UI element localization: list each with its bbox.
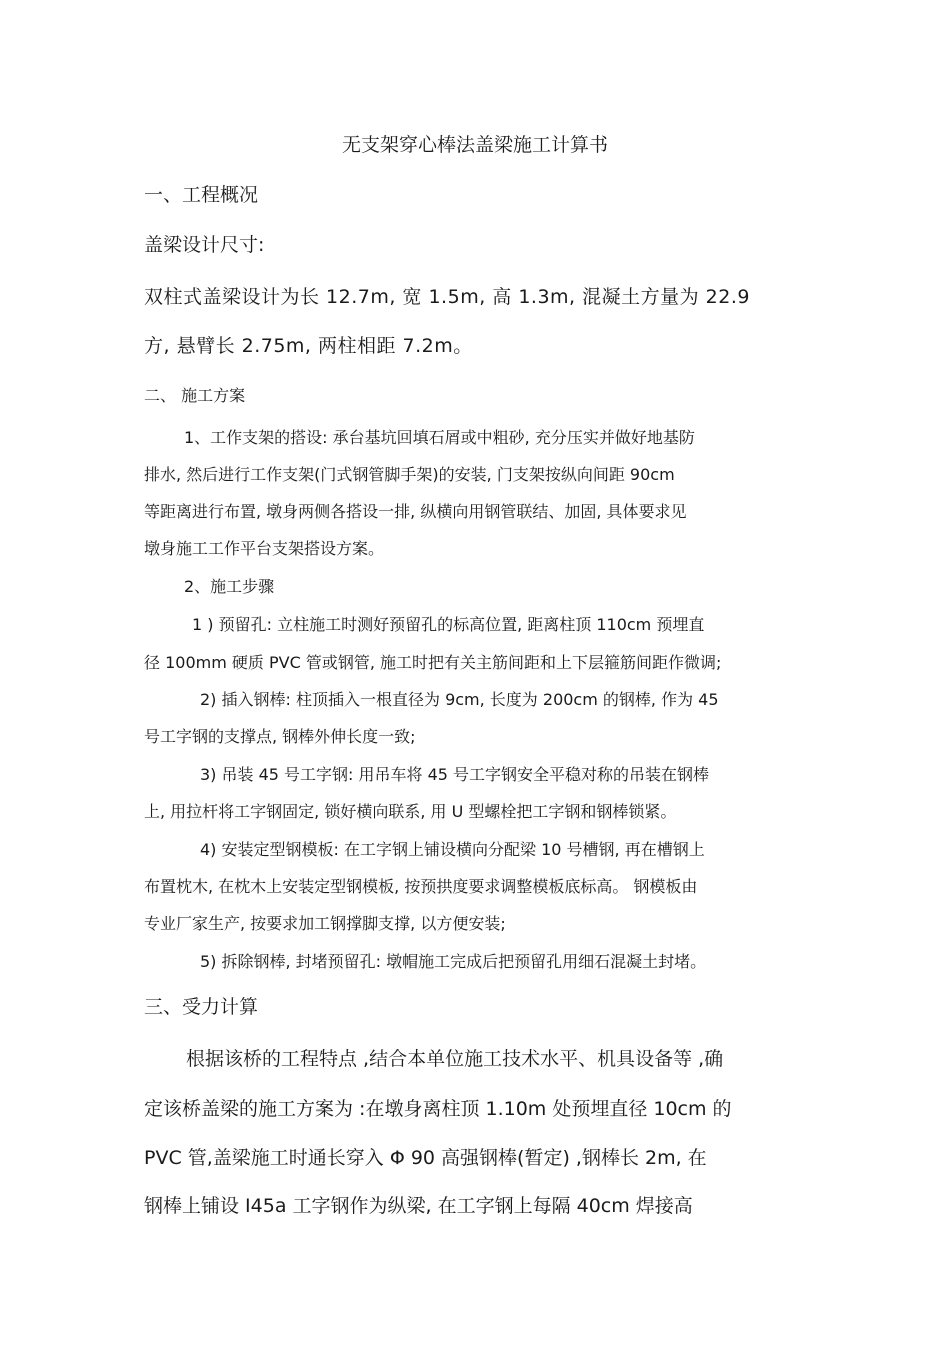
design-paragraph-line: 方, 悬臂长 2.75m, 两柱相距 7.2m。 <box>144 335 473 357</box>
step-4-line: 4) 安装定型钢模板: 在工字钢上铺设横向分配梁 10 号槽钢, 再在槽钢上 <box>200 840 705 859</box>
document-title: 无支架穿心棒法盖梁施工计算书 <box>341 134 608 156</box>
scaffold-paragraph-line: 等距离进行布置, 墩身两侧各搭设一排, 纵横向用钢管联结、加固, 具体要求见 <box>144 502 687 521</box>
scaffold-paragraph-line: 排水, 然后进行工作支架(门式钢管脚手架)的安装, 门支架按纵向间距 90cm <box>144 465 675 484</box>
calculation-paragraph-line: 根据该桥的工程特点 ,结合本单位施工技术水平、机具设备等 ,确 <box>186 1048 724 1070</box>
section-heading-plan: 二、 施工方案 <box>144 386 246 405</box>
step-3-line: 上, 用拉杆将工字钢固定, 锁好横向联系, 用 U 型螺栓把工字钢和钢棒锁紧。 <box>144 802 677 821</box>
scaffold-paragraph-line: 1、工作支架的搭设: 承台基坑回填石屑或中粗砂, 充分压实并做好地基防 <box>184 428 695 447</box>
step-1-line: 径 100mm 硬质 PVC 管或钢管, 施工时把有关主筋间距和上下层箍筋间距作微调; <box>144 653 722 672</box>
scaffold-paragraph-line: 墩身施工工作平台支架搭设方案。 <box>144 539 385 558</box>
steps-heading: 2、施工步骤 <box>184 577 275 596</box>
calculation-paragraph-line: PVC 管,盖梁施工时通长穿入 Φ 90 高强钢棒(暂定) ,钢棒长 2m, 在 <box>144 1147 707 1169</box>
step-1-line: 1 ) 预留孔: 立柱施工时测好预留孔的标高位置, 距离柱顶 110cm 预埋直 <box>192 615 705 634</box>
section-heading-calculation: 三、受力计算 <box>144 996 259 1018</box>
step-3-line: 3) 吊装 45 号工字钢: 用吊车将 45 号工字钢安全平稳对称的吊装在钢棒 <box>200 765 710 784</box>
design-size-label: 盖梁设计尺寸: <box>144 234 265 256</box>
step-4-line: 布置枕木, 在枕木上安装定型钢模板, 按预拱度要求调整模板底标高。 钢模板由 <box>144 877 698 896</box>
step-4-line: 专业厂家生产, 按要求加工钢撑脚支撑, 以方便安装; <box>144 914 506 933</box>
design-paragraph-line: 双柱式盖梁设计为长 12.7m, 宽 1.5m, 高 1.3m, 混凝土方量为 22.9 <box>144 286 750 308</box>
step-2-line: 号工字钢的支撑点, 钢棒外伸长度一致; <box>144 727 416 746</box>
step-2-line: 2) 插入钢棒: 柱顶插入一根直径为 9cm, 长度为 200cm 的钢棒, 作为 45 <box>200 690 719 709</box>
calculation-paragraph-line: 钢棒上铺设 I45a 工字钢作为纵梁, 在工字钢上每隔 40cm 焊接高 <box>144 1195 693 1217</box>
section-heading-overview: 一、工程概况 <box>144 184 259 206</box>
calculation-paragraph-line: 定该桥盖梁的施工方案为 :在墩身离柱顶 1.10m 处预埋直径 10cm 的 <box>144 1098 732 1120</box>
step-5-line: 5) 拆除钢棒, 封堵预留孔: 墩帽施工完成后把预留孔用细石混凝土封堵。 <box>200 952 707 971</box>
